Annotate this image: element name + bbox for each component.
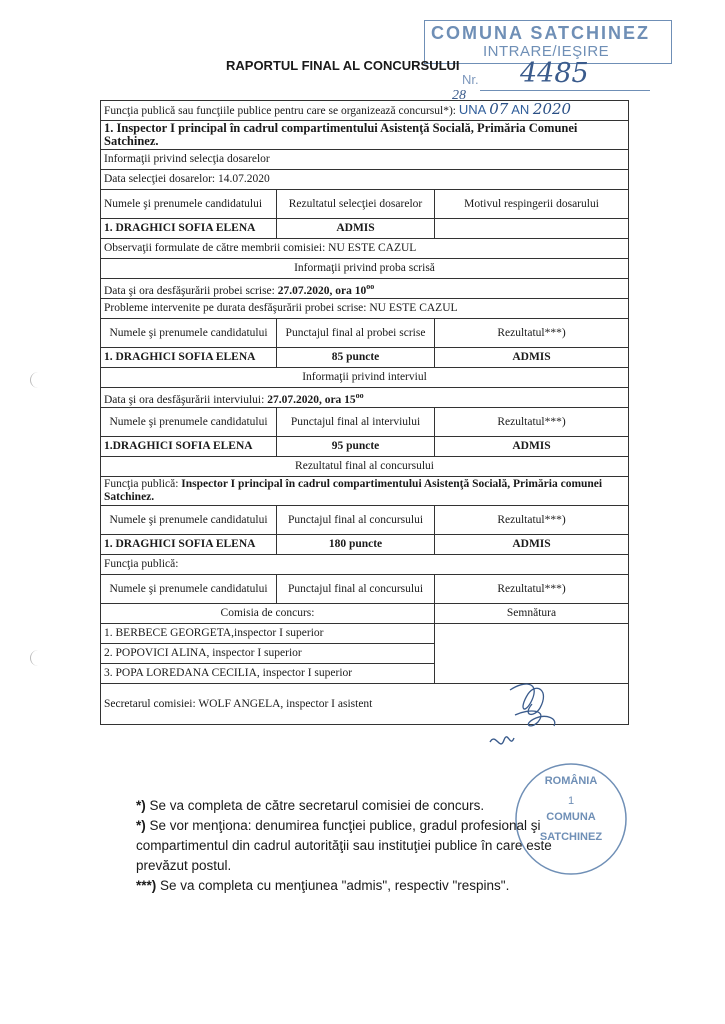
report-table [100,100,629,725]
written-title: Informaţii privind proba scrisă [101,259,629,279]
col-header-name: Numele şi prenumele candidatului [101,190,277,219]
punch-mark [30,372,41,388]
final-result: ADMIS [435,535,629,555]
written-problems: Probleme intervenite pe durata desfăşurării probei scrise: NU ESTE CAZUL [101,299,629,319]
commission-title: Comisia de concurs: [101,604,435,624]
col-header-result: Rezultatul***) [435,319,629,348]
selection-date: Data selecţiei dosarelor: 14.07.2020 [101,170,629,190]
rejection-reason [435,219,629,239]
header-row [101,101,629,121]
selection-title: Informaţii privind selecţia dosarelor [101,150,629,170]
written-result: ADMIS [435,348,629,368]
signature-cell [435,624,629,644]
final-function-2: Funcţia publică: [101,555,629,575]
page-title: RAPORTUL FINAL AL CONCURSULUI [226,58,460,73]
col-header-final-score: Punctajul final al concursului [277,506,435,535]
col-header-result: Rezultatul***) [435,506,629,535]
candidate-name: 1. DRAGHICI SOFIA ELENA [101,535,277,555]
punch-mark [30,650,41,666]
stamp-entry-exit: INTRARE/IEŞIRE [483,43,610,60]
commission-member: 2. POPOVICI ALINA, inspector I superior [101,644,435,664]
candidate-name: 1. DRAGHICI SOFIA ELENA [101,348,277,368]
position-row: 1. Inspector I principal în cadrul compartimentului Asistenţă Socială, Primăria Comunei Satchinez. [101,121,629,150]
selection-result: ADMIS [277,219,435,239]
interview-title: Informaţii privind interviul [101,368,629,388]
stamp-nr-label: Nr. [462,72,479,87]
col-header-final-score: Punctajul final al concursului [277,575,435,604]
stamp-commune: COMUNA SATCHINEZ [431,23,650,43]
col-header-result: Rezultatul***) [435,408,629,437]
col-header-name: Numele şi prenumele candidatului [101,575,277,604]
commission-member: 1. BERBECE GEORGETA,inspector I superior [101,624,435,644]
col-header-name: Numele şi prenumele candidatului [101,408,277,437]
col-header-interview-score: Punctajul final al interviului [277,408,435,437]
signature-scribble [510,684,543,714]
interview-result: ADMIS [435,437,629,457]
footnote: *) Se va completa de către secretarul comisiei de concurs. [136,798,485,813]
interview-date: Data şi ora desfăşurării interviului: 27.07.2020, ora $15^{oo}$ [101,388,629,408]
col-header-written-score: Punctajul final al probei scrise [277,319,435,348]
interview-score: 95 puncte [277,437,435,457]
footnote: *) Se vor menţiona: denumirea funcţiei publice, gradul profesional şi compartimentul din cadrul autorităţii sau instituţiei publice în care este prevăzut postul. [136,818,552,873]
footnote: ***) Se va completa cu menţiunea "admis", respectiv "respins". [136,878,510,893]
secretary: Secretarul comisiei: WOLF ANGELA, inspector I asistent [101,684,629,725]
col-header-selection: Rezultatul selecţiei dosarelor [277,190,435,219]
written-score: 85 puncte [277,348,435,368]
header-text: Funcţia publică sau funcţiile publice pentru care se organizează concursul*): [104,105,456,117]
round-stamp-number: 1 [567,795,575,807]
round-stamp-mid: COMUNA [546,811,596,823]
final-title: Rezultatul final al concursului [101,457,629,477]
final-function: Funcţia publică: Inspector I principal în cadrul compartimentului Asistenţă Socială, Primăria comunei Satchinez. [101,477,629,506]
signature-label: Semnătura [435,604,629,624]
written-date: Data şi ora desfăşurării probei scrise: 27.07.2020, ora $10^{oo}$ [101,279,629,299]
round-stamp-top: ROMÂNIA [544,775,598,787]
final-score: 180 puncte [277,535,435,555]
col-header-name: Numele şi prenumele candidatului [101,319,277,348]
candidate-name: 1.DRAGHICI SOFIA ELENA [101,437,277,457]
stamp-line [480,90,650,91]
round-stamp-bottom: SATCHINEZ [539,831,603,843]
footnotes [136,796,556,896]
signature-scribble [490,737,514,744]
col-header-reason: Motivul respingerii dosarului [435,190,629,219]
col-header-name: Numele şi prenumele candidatului [101,506,277,535]
commission-member: 3. POPA LOREDANA CECILIA, inspector I superior [101,664,435,684]
stamp-date: UNA 07 AN 2020 [458,100,572,118]
signature-marks [470,660,580,770]
observations: Observaţii formulate de către membrii comisiei: NU ESTE CAZUL [101,239,629,259]
stamp-day: 28 [452,88,466,103]
candidate-name: 1. DRAGHICI SOFIA ELENA [101,219,277,239]
col-header-result: Rezultatul***) [435,575,629,604]
stamp-nr-value: 4485 [520,58,589,89]
